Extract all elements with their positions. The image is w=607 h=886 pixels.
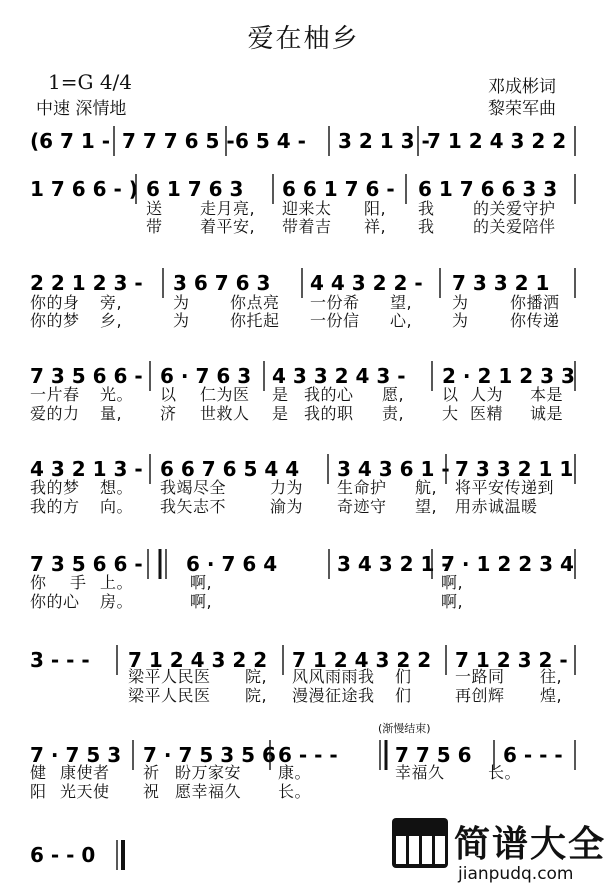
lyric-word: 康使者 — [60, 763, 110, 782]
lyric-word: 为 — [452, 293, 469, 312]
lyric-word: 愿幸福久 — [175, 782, 242, 801]
measure: 6 - - - — [278, 743, 338, 767]
measure: 7 3 3 2 1 1 — [455, 457, 574, 481]
watermark-logo — [392, 812, 607, 886]
piano-keys-icon — [392, 818, 448, 868]
lyric-word: 你托起 — [230, 311, 280, 330]
measure: 3 - - - — [30, 648, 90, 672]
lyric-word: 向。 — [100, 497, 134, 516]
lyric-word: 大 — [442, 404, 459, 423]
lyric-word: 光天使 — [60, 782, 110, 801]
lyric-word: 着平安, — [200, 217, 256, 236]
lyric-word: 你的心 — [30, 592, 80, 611]
lyric-word: 你点亮 — [230, 293, 280, 312]
lyric-line — [0, 494, 607, 514]
lyric-word: 我的梦 — [30, 478, 80, 497]
lyric-word: 你的身 — [30, 293, 80, 312]
measure: 1 7 6 6 - ) — [30, 177, 138, 201]
measure: 4 3 2 1 3 - — [30, 457, 143, 481]
lyric-word: 责, — [382, 404, 405, 423]
measure: 3 6 7 6 3 — [173, 271, 271, 295]
lyric-word: 你的梦 — [30, 311, 80, 330]
lyric-word: 乡, — [100, 311, 123, 330]
lyric-word: 愿, — [382, 385, 405, 404]
lyric-word: 以 — [442, 385, 459, 404]
performance-note: (渐慢结束) — [378, 722, 431, 735]
lyric-word: 是 — [272, 385, 289, 404]
lyric-word: 院, — [245, 667, 268, 686]
measure: 7 1 2 4 3 2 2 — [128, 648, 268, 672]
lyric-word: 送 — [146, 199, 163, 218]
lyric-word: 一路同 — [455, 667, 505, 686]
lyric-word: 你 — [30, 573, 47, 592]
measure: 7 · 7 5 3 — [30, 743, 122, 767]
lyric-word: 人为 — [470, 385, 504, 404]
lyric-word: 为 — [173, 293, 190, 312]
lyric-word: 的关爱守护 — [473, 199, 556, 218]
lyric-line — [0, 760, 607, 780]
lyric-word: 祥, — [364, 217, 387, 236]
lyric-word: 再创辉 — [455, 686, 505, 705]
lyric-word: 一份希 — [310, 293, 360, 312]
lyric-word: 啊, — [441, 592, 464, 611]
lyric-word: 一片春 — [30, 385, 80, 404]
lyric-word: 带 — [146, 217, 163, 236]
lyric-word: 心, — [390, 311, 413, 330]
lyric-word: 的关爱陪伴 — [473, 217, 556, 236]
lyric-word: 手 — [70, 573, 87, 592]
lyric-word: 望, — [415, 497, 438, 516]
lyric-word: 走月亮, — [200, 199, 256, 218]
lyric-word: 我竭尽全 — [160, 478, 227, 497]
lyric-line — [0, 196, 607, 216]
lyric-word: 用赤诚温暖 — [455, 497, 538, 516]
lyric-line — [0, 475, 607, 495]
measure: 3 4 3 6 1 - — [337, 457, 450, 481]
lyric-line — [0, 779, 607, 799]
lyric-word: 望, — [390, 293, 413, 312]
lyric-line — [0, 382, 607, 402]
lyric-word: 啊, — [190, 592, 213, 611]
lyric-word: 奇迹守 — [337, 497, 387, 516]
measure: 2 · 2 1 2 3 3 — [442, 364, 575, 388]
measure: 6 6 7 6 5 4 4 — [160, 457, 300, 481]
measure: 6 1 7 6 3 — [146, 177, 244, 201]
lyric-word: 为 — [452, 311, 469, 330]
measure: 6 - - 0 — [30, 843, 96, 867]
lyric-word: 上。 — [100, 573, 134, 592]
lyric-word: 啊, — [441, 573, 464, 592]
measure: 7 3 5 6 6 - — [30, 552, 143, 576]
lyric-word: 阳, — [364, 199, 387, 218]
lyric-word: 本是 — [530, 385, 564, 404]
lyric-word: 康。 — [278, 763, 312, 782]
lyric-word: 带着吉 — [282, 217, 332, 236]
lyric-word: 院, — [245, 686, 268, 705]
measure: 3 2 1 3 - — [338, 129, 430, 153]
lyric-word: 我矢志不 — [160, 497, 227, 516]
measure: 7 3 5 6 6 - — [30, 364, 143, 388]
measure: 7 · 7 5 3 5 6 — [143, 743, 276, 767]
lyric-word: 你播洒 — [510, 293, 560, 312]
measure: 6 5 4 - — [235, 129, 306, 153]
measure: (6 7 1 - — [30, 129, 111, 153]
lyric-word: 阳 — [30, 782, 47, 801]
measure: 7 7 7 6 5 - — [122, 129, 235, 153]
lyric-word: 是 — [272, 404, 289, 423]
lyric-line — [0, 664, 607, 684]
tempo-marking: 中速 深情地 — [36, 99, 127, 119]
lyric-word: 幸福久 — [395, 763, 445, 782]
measure: 6 6 1 7 6 - — [282, 177, 395, 201]
lyric-word: 你传递 — [510, 311, 560, 330]
lyric-word: 世救人 — [200, 404, 250, 423]
lyric-word: 我的心 — [304, 385, 354, 404]
lyric-word: 往, — [540, 667, 563, 686]
lyric-word: 航, — [415, 478, 438, 497]
lyric-word: 一份信 — [310, 311, 360, 330]
measure: 6 · 7 6 4 — [186, 552, 278, 576]
lyric-word: 渝为 — [270, 497, 304, 516]
lyric-word: 健 — [30, 763, 47, 782]
lyric-word: 为 — [173, 311, 190, 330]
lyric-word: 爱的力 — [30, 404, 80, 423]
measure: 7 1 2 3 2 - — [455, 648, 568, 672]
lyric-word: 梁平人民医 — [128, 686, 211, 705]
lyric-word: 医精 — [470, 404, 504, 423]
measure: 7 3 3 2 1 — [452, 271, 550, 295]
measure: 7 · 1 2 2 3 4 — [441, 552, 574, 576]
lyric-word: 迎来太 — [282, 199, 332, 218]
watermark-brand: 简谱大全 — [454, 824, 607, 865]
measure: 7 1 2 4 3 2 2 — [427, 129, 567, 153]
lyric-word: 我 — [418, 217, 435, 236]
lyric-line — [0, 589, 607, 609]
lyric-word: 以 — [160, 385, 177, 404]
lyric-line — [0, 683, 607, 703]
measure: 7 7 5 6 — [395, 743, 472, 767]
lyric-word: 漫漫征途我 — [292, 686, 375, 705]
lyric-line — [0, 401, 607, 421]
measure: 6 · 7 6 3 — [160, 364, 252, 388]
measure: 7 1 2 4 3 2 2 — [292, 648, 432, 672]
watermark-url: jianpudq.com — [458, 864, 574, 884]
lyric-word: 盼万家安 — [175, 763, 242, 782]
lyric-word: 诚是 — [530, 404, 564, 423]
lyric-word: 生命护 — [337, 478, 387, 497]
lyric-word: 长。 — [278, 782, 312, 801]
measure: 4 3 3 2 4 3 - — [272, 364, 406, 388]
lyric-word: 房。 — [100, 592, 134, 611]
composer-credit: 黎荣军曲 — [488, 99, 556, 119]
measure: 6 - - - — [503, 743, 563, 767]
lyric-word: 量, — [100, 404, 123, 423]
measure: 3 4 3 2 1 - — [337, 552, 450, 576]
lyric-word: 们 — [395, 667, 412, 686]
lyric-word: 我 — [418, 199, 435, 218]
song-title: 爱在柚乡 — [247, 24, 360, 54]
lyric-word: 光。 — [100, 385, 134, 404]
lyric-word: 将平安传递到 — [455, 478, 555, 497]
lyric-line — [0, 308, 607, 328]
lyric-word: 梁平人民医 — [128, 667, 211, 686]
lyric-word: 风风雨雨我 — [292, 667, 375, 686]
lyric-word: 济 — [160, 404, 177, 423]
lyric-word: 仁为医 — [200, 385, 250, 404]
lyric-word: 我的方 — [30, 497, 80, 516]
lyric-word: 旁, — [100, 293, 123, 312]
lyric-word: 煌, — [540, 686, 563, 705]
lyric-word: 力为 — [270, 478, 304, 497]
key-signature: 1=G 4/4 — [48, 70, 133, 94]
lyric-word: 祈 — [143, 763, 160, 782]
lyric-line — [0, 290, 607, 310]
measure: 2 2 1 2 3 - — [30, 271, 143, 295]
lyric-word: 们 — [395, 686, 412, 705]
lyric-word: 长。 — [488, 763, 522, 782]
lyric-word: 我的职 — [304, 404, 354, 423]
measure: 4 4 3 2 2 - — [310, 271, 423, 295]
lyric-line — [0, 570, 607, 590]
lyricist-credit: 邓成彬词 — [488, 77, 556, 97]
lyric-word: 想。 — [100, 478, 134, 497]
lyric-word: 啊, — [190, 573, 213, 592]
lyric-word: 祝 — [143, 782, 160, 801]
lyric-line — [0, 214, 607, 234]
measure: 6 1 7 6 6 3 3 — [418, 177, 558, 201]
